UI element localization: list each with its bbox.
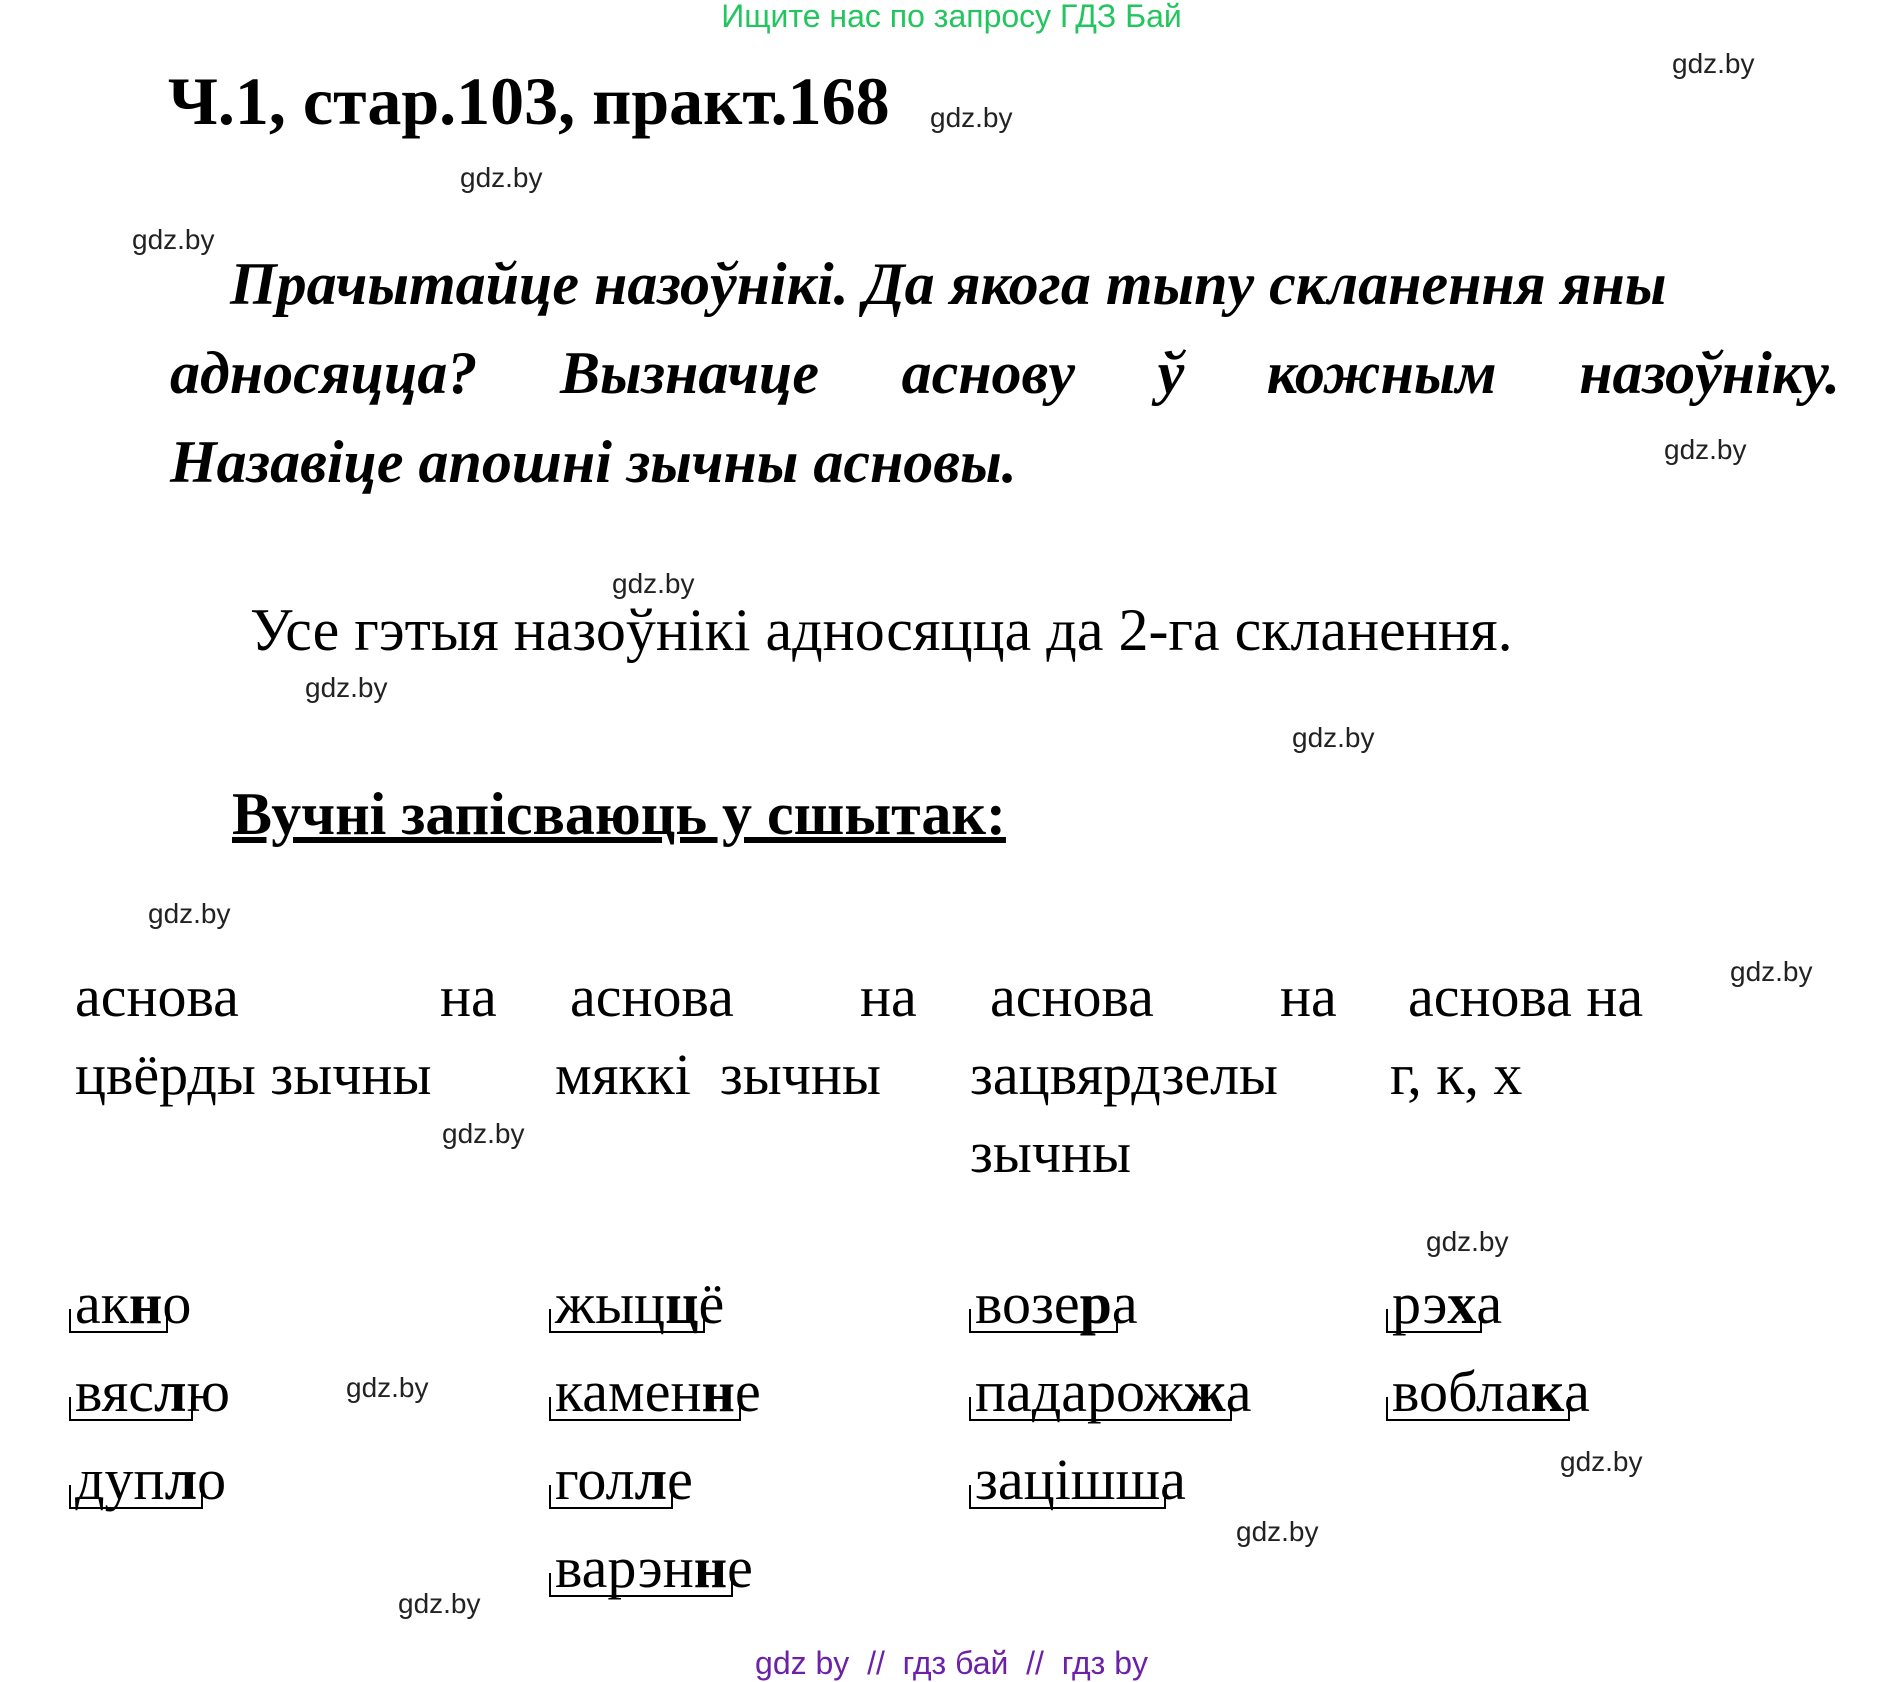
task-line-2: адносяцца? Вызначце аснову ў кожным назоўніку. [170, 340, 1840, 406]
top-search-link[interactable]: Ищите нас по запросу ГДЗ Бай [721, 0, 1182, 34]
word-varenne: варэнне [555, 1535, 753, 1600]
watermark: gdz.by [1560, 1446, 1643, 1477]
watermark: gdz.by [1672, 48, 1755, 79]
watermark: gdz.by [612, 568, 695, 599]
task-line-1: Прачытайце назоўнікі. Да якога тыпу скланення яны [230, 251, 1667, 317]
answer-text: Усе гэтыя назоўнікі адносяцца да 2-га скланення. [250, 597, 1513, 663]
word-vozera: возера [975, 1271, 1138, 1336]
word-zhytstsyo: жыццё [555, 1271, 725, 1336]
page-title: Ч.1, стар.103, практ.168 [168, 63, 890, 139]
watermark: gdz.by [132, 224, 215, 255]
col3-head-word4: зычны [970, 1120, 1132, 1185]
word-padarozhzha: падарожжа [975, 1359, 1252, 1424]
col2-head-word3: мяккі зычны [555, 1042, 881, 1107]
word-vyaslo: вяслю [75, 1359, 230, 1424]
watermark: gdz.by [1236, 1516, 1319, 1547]
watermark: gdz.by [305, 672, 388, 703]
watermark: gdz.by [398, 1588, 481, 1619]
col1-head-word1: аснова [75, 964, 239, 1029]
word-akno: акно [75, 1271, 192, 1336]
col1-head-word2: на [440, 964, 497, 1029]
watermark: gdz.by [442, 1118, 525, 1149]
task-instruction [170, 240, 1840, 507]
watermark: gdz.by [460, 162, 543, 193]
word-kamenne: каменне [555, 1359, 761, 1424]
watermark: gdz.by [930, 102, 1013, 133]
watermark: gdz.by [1664, 434, 1747, 465]
col4-head-word2: г, к, х [1390, 1042, 1523, 1107]
watermark: gdz.by [1426, 1226, 1509, 1257]
col3-head-word1: аснова [990, 964, 1154, 1029]
word-voblaka: воблака [1392, 1359, 1590, 1424]
word-zatsishsha: зацішша [975, 1447, 1186, 1512]
col3-head-word3: зацвярдзелы [970, 1042, 1279, 1107]
watermark: gdz.by [148, 898, 231, 929]
students-heading: Вучні запісваюць у сшытак: [232, 781, 1006, 847]
col3-head-word2: на [1280, 964, 1337, 1029]
word-duplo: дупло [75, 1447, 227, 1512]
bottom-links[interactable]: gdz by // гдз бай // гдз by [755, 1645, 1148, 1681]
word-golle: голле [555, 1447, 693, 1512]
watermark: gdz.by [346, 1372, 429, 1403]
watermark: gdz.by [1730, 956, 1813, 987]
col1-head-word3: цвёрды зычны [75, 1042, 432, 1107]
col2-head-word1: аснова [570, 964, 734, 1029]
watermark: gdz.by [1292, 722, 1375, 753]
word-rekha: рэха [1392, 1271, 1503, 1336]
col4-head-word1: аснова на [1408, 964, 1644, 1029]
task-line-3: Назавіце апошні зычны асновы. [170, 429, 1017, 495]
col2-head-word2: на [860, 964, 917, 1029]
